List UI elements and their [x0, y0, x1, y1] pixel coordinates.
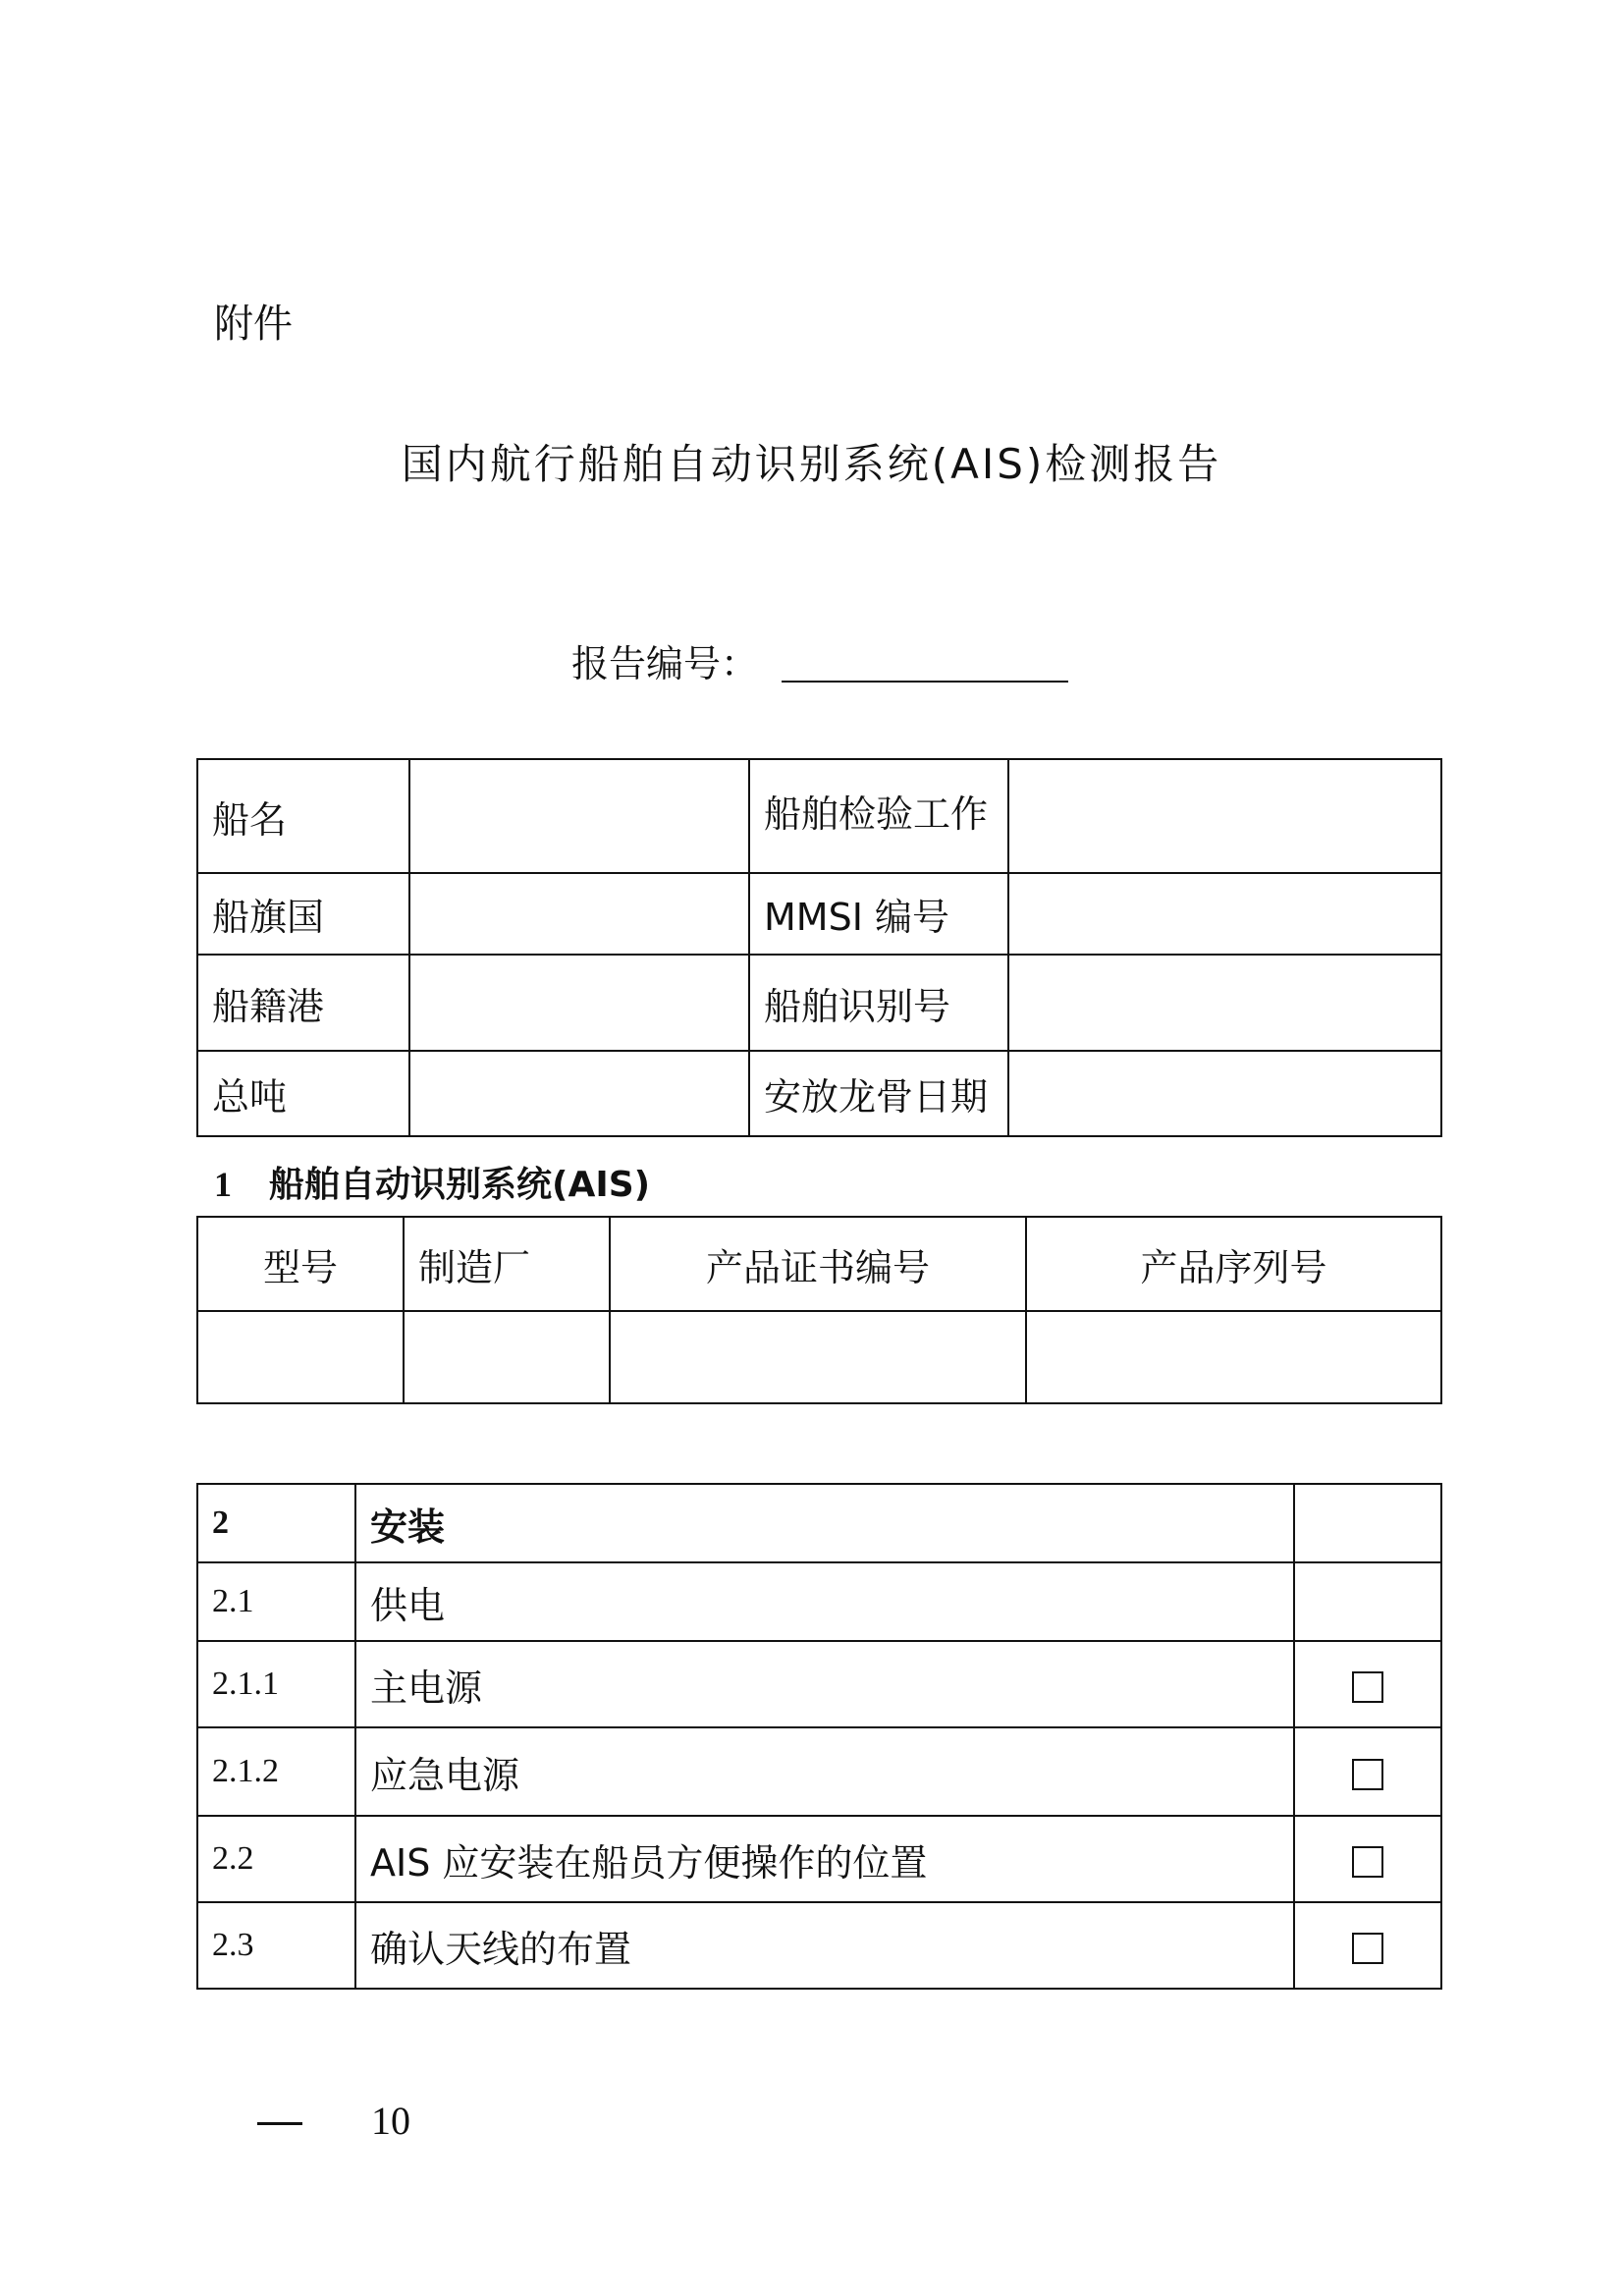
page-title: 国内航行船舶自动识别系统(AIS)检测报告 [401, 440, 1222, 488]
ship-info-table [196, 758, 1442, 1137]
check-cell [1294, 1902, 1441, 1989]
port-of-registry-label: 船籍港 [197, 955, 409, 1051]
check-cell [1294, 1727, 1441, 1816]
check-cell [1294, 1641, 1441, 1727]
check-cell [1294, 1484, 1441, 1562]
checkbox[interactable] [1352, 1933, 1383, 1964]
keel-date-label: 安放龙骨日期 [749, 1051, 1008, 1136]
section-1-title: 船舶自动识别系统(AIS) [269, 1165, 651, 1205]
column-model: 型号 [197, 1217, 404, 1311]
ship-name-label: 船名 [197, 759, 409, 873]
checklist-row [197, 1727, 1441, 1816]
check-cell [1294, 1562, 1441, 1641]
gross-tonnage-value[interactable] [409, 1051, 749, 1136]
column-manufacturer: 制造厂 [404, 1217, 610, 1311]
item-text: 确认天线的布置 [355, 1902, 1294, 1989]
report-number-field[interactable] [782, 681, 1068, 683]
table-row [197, 1311, 1441, 1403]
item-text: 应急电源 [355, 1727, 1294, 1816]
ship-name-value[interactable] [409, 759, 749, 873]
attachment-label: 附件 [214, 301, 293, 347]
check-cell [1294, 1816, 1441, 1902]
footer-dash [257, 2122, 302, 2125]
checklist-row [197, 1902, 1441, 1989]
gross-tonnage-label: 总吨 [197, 1051, 409, 1136]
item-text: AIS 应安装在船员方便操作的位置 [355, 1816, 1294, 1902]
item-number: 2.2 [197, 1816, 355, 1902]
item-number: 2.1 [197, 1562, 355, 1641]
manufacturer-value[interactable] [404, 1311, 610, 1403]
page-number: 10 [371, 2099, 410, 2143]
column-certificate-no: 产品证书编号 [610, 1217, 1026, 1311]
ais-equipment-table [196, 1216, 1442, 1404]
serial-no-value[interactable] [1026, 1311, 1441, 1403]
installation-checklist [196, 1483, 1442, 1990]
item-number: 2 [197, 1484, 355, 1562]
ship-info-row [197, 759, 1441, 873]
ship-id-value[interactable] [1008, 955, 1441, 1051]
section-1-heading [214, 1157, 650, 1207]
item-number: 2.1.2 [197, 1727, 355, 1816]
item-number: 2.1.1 [197, 1641, 355, 1727]
checklist-row [197, 1641, 1441, 1727]
certificate-no-value[interactable] [610, 1311, 1026, 1403]
checkbox[interactable] [1352, 1759, 1383, 1790]
port-of-registry-value[interactable] [409, 955, 749, 1051]
keel-date-value[interactable] [1008, 1051, 1441, 1136]
flag-state-label: 船旗国 [197, 873, 409, 955]
inspection-work-value[interactable] [1008, 759, 1441, 873]
report-number-label: 报告编号： [571, 642, 759, 685]
ship-id-label: 船舶识别号 [749, 955, 1008, 1051]
item-text: 主电源 [355, 1641, 1294, 1727]
ship-info-row [197, 955, 1441, 1051]
checkbox[interactable] [1352, 1846, 1383, 1878]
mmsi-value[interactable] [1008, 873, 1441, 955]
checkbox[interactable] [1352, 1671, 1383, 1703]
ship-info-row [197, 873, 1441, 955]
item-number: 2.3 [197, 1902, 355, 1989]
table-header-row [197, 1217, 1441, 1311]
column-serial-no: 产品序列号 [1026, 1217, 1441, 1311]
ship-info-row [197, 1051, 1441, 1136]
section-1-number: 1 [214, 1165, 232, 1204]
model-value[interactable] [197, 1311, 404, 1403]
checklist-row [197, 1484, 1441, 1562]
checklist-row [197, 1816, 1441, 1902]
item-text: 供电 [355, 1562, 1294, 1641]
flag-state-value[interactable] [409, 873, 749, 955]
checklist-row [197, 1562, 1441, 1641]
item-text: 安装 [355, 1484, 1294, 1562]
inspection-work-label: 船舶检验工作 [749, 759, 1008, 873]
mmsi-label: MMSI 编号 [749, 873, 1008, 955]
